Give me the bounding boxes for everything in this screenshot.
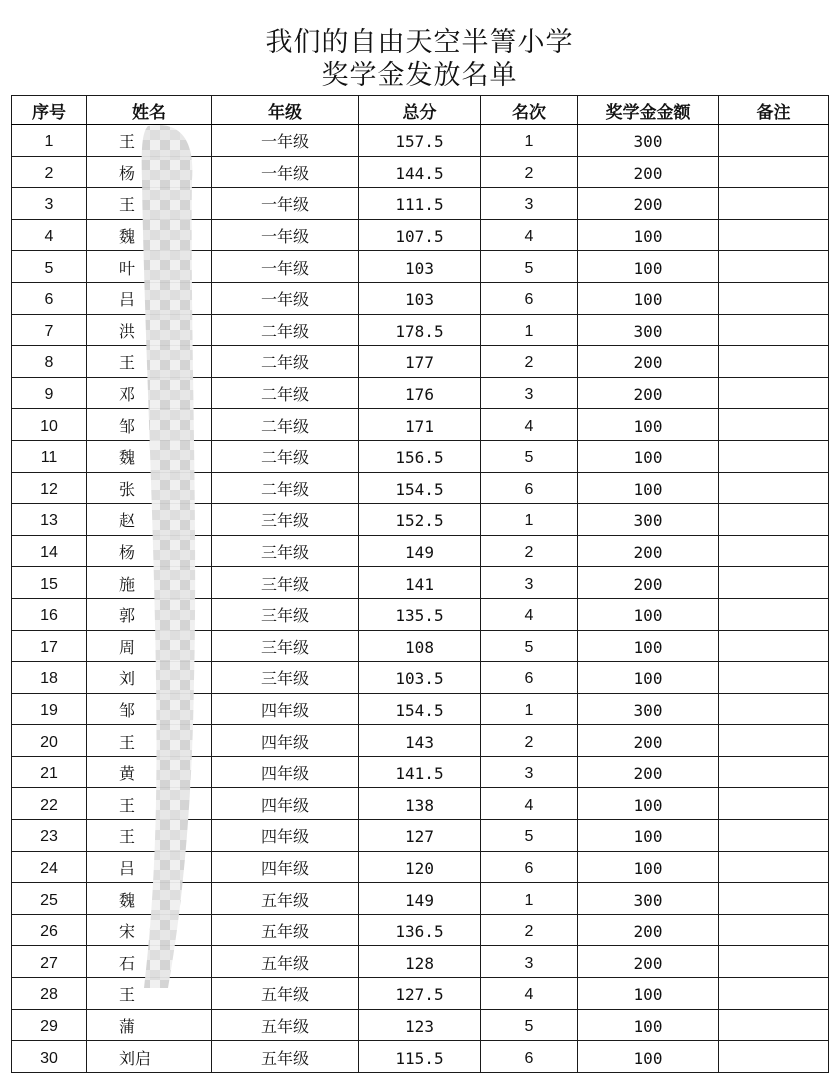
row-rank: 1 — [481, 504, 578, 536]
row-name: 王 — [87, 788, 212, 820]
table-row — [12, 504, 829, 536]
table-row — [12, 883, 829, 915]
row-amount: 100 — [578, 472, 719, 504]
row-score: 149 — [359, 883, 481, 915]
row-seq: 5 — [12, 251, 87, 283]
row-note — [719, 1009, 829, 1041]
row-grade: 一年级 — [212, 125, 359, 157]
row-name: 施 — [87, 567, 212, 599]
row-seq: 11 — [12, 440, 87, 472]
row-amount: 100 — [578, 219, 719, 251]
table-row — [12, 188, 829, 220]
row-score: 136.5 — [359, 914, 481, 946]
row-rank: 1 — [481, 314, 578, 346]
table-row — [12, 978, 829, 1010]
row-seq: 4 — [12, 219, 87, 251]
row-amount: 100 — [578, 251, 719, 283]
row-score: 157.5 — [359, 125, 481, 157]
row-score: 178.5 — [359, 314, 481, 346]
row-rank: 5 — [481, 251, 578, 283]
row-amount: 300 — [578, 883, 719, 915]
row-note — [719, 440, 829, 472]
table-row — [12, 630, 829, 662]
row-rank: 2 — [481, 535, 578, 567]
table-row — [12, 251, 829, 283]
row-name: 郭 — [87, 598, 212, 630]
row-note — [719, 1041, 829, 1073]
row-grade: 三年级 — [212, 567, 359, 599]
row-amount: 200 — [578, 188, 719, 220]
row-name: 王 — [87, 346, 212, 378]
row-rank: 6 — [481, 1041, 578, 1073]
row-name: 赵 — [87, 504, 212, 536]
row-name: 吕 — [87, 282, 212, 314]
row-name: 黄 — [87, 756, 212, 788]
row-grade: 一年级 — [212, 156, 359, 188]
row-note — [719, 946, 829, 978]
row-score: 154.5 — [359, 693, 481, 725]
row-amount: 200 — [578, 946, 719, 978]
row-rank: 4 — [481, 219, 578, 251]
row-amount: 100 — [578, 1009, 719, 1041]
row-grade: 五年级 — [212, 1009, 359, 1041]
row-grade: 二年级 — [212, 377, 359, 409]
row-amount: 200 — [578, 346, 719, 378]
table-row — [12, 219, 829, 251]
row-note — [719, 535, 829, 567]
row-amount: 200 — [578, 535, 719, 567]
row-rank: 1 — [481, 125, 578, 157]
row-note — [719, 504, 829, 536]
row-score: 127 — [359, 820, 481, 852]
row-seq: 15 — [12, 567, 87, 599]
row-seq: 27 — [12, 946, 87, 978]
row-score: 144.5 — [359, 156, 481, 188]
row-name: 王 — [87, 125, 212, 157]
header-amount: 奖学金金额 — [578, 96, 719, 125]
header-seq: 序号 — [12, 96, 87, 125]
row-note — [719, 472, 829, 504]
row-name: 魏 — [87, 219, 212, 251]
table-row — [12, 314, 829, 346]
row-seq: 22 — [12, 788, 87, 820]
row-rank: 3 — [481, 188, 578, 220]
row-grade: 二年级 — [212, 440, 359, 472]
row-rank: 5 — [481, 820, 578, 852]
row-note — [719, 346, 829, 378]
row-rank: 2 — [481, 156, 578, 188]
row-name: 刘启 — [87, 1041, 212, 1073]
table-row — [12, 156, 829, 188]
table-row — [12, 820, 829, 852]
row-score: 135.5 — [359, 598, 481, 630]
row-name: 魏 — [87, 440, 212, 472]
row-seq: 6 — [12, 282, 87, 314]
row-grade: 二年级 — [212, 409, 359, 441]
row-score: 123 — [359, 1009, 481, 1041]
row-name: 杨 — [87, 156, 212, 188]
row-seq: 12 — [12, 472, 87, 504]
row-grade: 四年级 — [212, 788, 359, 820]
row-seq: 29 — [12, 1009, 87, 1041]
row-note — [719, 251, 829, 283]
row-rank: 4 — [481, 409, 578, 441]
document-title: 我们的自由天空半箐小学 — [265, 27, 574, 58]
row-name: 邹 — [87, 409, 212, 441]
row-note — [719, 125, 829, 157]
row-note — [719, 978, 829, 1010]
row-note — [719, 219, 829, 251]
row-name: 洪 — [87, 314, 212, 346]
table-row — [12, 598, 829, 630]
table-row — [12, 662, 829, 694]
row-name: 张 — [87, 472, 212, 504]
row-grade: 一年级 — [212, 188, 359, 220]
row-grade: 四年级 — [212, 693, 359, 725]
row-score: 128 — [359, 946, 481, 978]
row-rank: 2 — [481, 914, 578, 946]
row-seq: 26 — [12, 914, 87, 946]
row-note — [719, 598, 829, 630]
row-amount: 100 — [578, 978, 719, 1010]
row-name: 邓 — [87, 377, 212, 409]
row-rank: 5 — [481, 1009, 578, 1041]
row-name: 刘 — [87, 662, 212, 694]
row-grade: 一年级 — [212, 251, 359, 283]
row-note — [719, 567, 829, 599]
row-score: 103 — [359, 282, 481, 314]
row-name: 王 — [87, 978, 212, 1010]
row-amount: 300 — [578, 693, 719, 725]
table-row — [12, 409, 829, 441]
row-rank: 6 — [481, 851, 578, 883]
row-grade: 五年级 — [212, 1041, 359, 1073]
row-note — [719, 725, 829, 757]
row-score: 107.5 — [359, 219, 481, 251]
row-amount: 200 — [578, 377, 719, 409]
row-name: 宋 — [87, 914, 212, 946]
table-row — [12, 1041, 829, 1073]
row-rank: 2 — [481, 346, 578, 378]
row-amount: 300 — [578, 314, 719, 346]
row-score: 120 — [359, 851, 481, 883]
row-seq: 23 — [12, 820, 87, 852]
row-grade: 四年级 — [212, 820, 359, 852]
row-grade: 二年级 — [212, 472, 359, 504]
row-name: 吕 — [87, 851, 212, 883]
row-seq: 9 — [12, 377, 87, 409]
row-amount: 300 — [578, 125, 719, 157]
row-grade: 三年级 — [212, 598, 359, 630]
row-rank: 4 — [481, 598, 578, 630]
table-row — [12, 946, 829, 978]
row-note — [719, 188, 829, 220]
row-seq: 30 — [12, 1041, 87, 1073]
table-row — [12, 472, 829, 504]
row-score: 149 — [359, 535, 481, 567]
row-seq: 13 — [12, 504, 87, 536]
scholarship-table — [11, 95, 829, 1073]
row-seq: 8 — [12, 346, 87, 378]
row-rank: 3 — [481, 377, 578, 409]
row-seq: 28 — [12, 978, 87, 1010]
row-grade: 三年级 — [212, 630, 359, 662]
row-score: 141 — [359, 567, 481, 599]
row-score: 141.5 — [359, 756, 481, 788]
table-header-row — [12, 96, 829, 125]
row-seq: 17 — [12, 630, 87, 662]
row-seq: 14 — [12, 535, 87, 567]
table-row — [12, 914, 829, 946]
row-name: 石 — [87, 946, 212, 978]
row-amount: 100 — [578, 851, 719, 883]
row-grade: 一年级 — [212, 219, 359, 251]
table-row — [12, 693, 829, 725]
row-grade: 五年级 — [212, 978, 359, 1010]
row-name: 魏 — [87, 883, 212, 915]
table-row — [12, 851, 829, 883]
row-name: 王 — [87, 188, 212, 220]
row-note — [719, 377, 829, 409]
row-score: 176 — [359, 377, 481, 409]
row-grade: 四年级 — [212, 756, 359, 788]
row-rank: 3 — [481, 756, 578, 788]
header-score: 总分 — [359, 96, 481, 125]
row-grade: 五年级 — [212, 914, 359, 946]
table-row — [12, 346, 829, 378]
row-amount: 300 — [578, 504, 719, 536]
row-amount: 100 — [578, 282, 719, 314]
row-amount: 100 — [578, 598, 719, 630]
header-name: 姓名 — [87, 96, 212, 125]
row-grade: 五年级 — [212, 946, 359, 978]
row-score: 108 — [359, 630, 481, 662]
table-row — [12, 567, 829, 599]
row-amount: 100 — [578, 662, 719, 694]
row-score: 154.5 — [359, 472, 481, 504]
row-seq: 16 — [12, 598, 87, 630]
row-rank: 1 — [481, 883, 578, 915]
row-name: 王 — [87, 820, 212, 852]
row-score: 103.5 — [359, 662, 481, 694]
row-amount: 100 — [578, 409, 719, 441]
row-note — [719, 883, 829, 915]
row-rank: 4 — [481, 978, 578, 1010]
row-note — [719, 662, 829, 694]
table-row — [12, 282, 829, 314]
row-score: 138 — [359, 788, 481, 820]
row-grade: 二年级 — [212, 314, 359, 346]
table-row — [12, 535, 829, 567]
row-amount: 100 — [578, 630, 719, 662]
row-rank: 6 — [481, 662, 578, 694]
row-grade: 四年级 — [212, 851, 359, 883]
row-rank: 6 — [481, 472, 578, 504]
row-rank: 4 — [481, 788, 578, 820]
row-score: 103 — [359, 251, 481, 283]
row-amount: 200 — [578, 156, 719, 188]
row-grade: 三年级 — [212, 504, 359, 536]
row-grade: 三年级 — [212, 535, 359, 567]
row-name: 王 — [87, 725, 212, 757]
row-seq: 24 — [12, 851, 87, 883]
table-row — [12, 125, 829, 157]
row-note — [719, 788, 829, 820]
row-amount: 200 — [578, 567, 719, 599]
table-row — [12, 377, 829, 409]
row-grade: 四年级 — [212, 725, 359, 757]
row-note — [719, 282, 829, 314]
row-score: 152.5 — [359, 504, 481, 536]
header-grade: 年级 — [212, 96, 359, 125]
row-name: 蒲 — [87, 1009, 212, 1041]
row-rank: 3 — [481, 567, 578, 599]
table-row — [12, 440, 829, 472]
row-score: 156.5 — [359, 440, 481, 472]
row-score: 177 — [359, 346, 481, 378]
row-seq: 19 — [12, 693, 87, 725]
row-seq: 2 — [12, 156, 87, 188]
row-amount: 200 — [578, 725, 719, 757]
row-amount: 200 — [578, 756, 719, 788]
document-subtitle: 奖学金发放名单 — [321, 60, 518, 91]
row-seq: 7 — [12, 314, 87, 346]
row-rank: 2 — [481, 725, 578, 757]
row-score: 111.5 — [359, 188, 481, 220]
row-grade: 五年级 — [212, 883, 359, 915]
row-amount: 100 — [578, 788, 719, 820]
row-grade: 一年级 — [212, 282, 359, 314]
row-note — [719, 630, 829, 662]
row-seq: 3 — [12, 188, 87, 220]
row-seq: 25 — [12, 883, 87, 915]
table-row — [12, 788, 829, 820]
row-name: 周 — [87, 630, 212, 662]
row-note — [719, 851, 829, 883]
row-score: 143 — [359, 725, 481, 757]
row-name: 邹 — [87, 693, 212, 725]
row-note — [719, 409, 829, 441]
row-score: 127.5 — [359, 978, 481, 1010]
row-amount: 100 — [578, 820, 719, 852]
row-grade: 二年级 — [212, 346, 359, 378]
row-seq: 20 — [12, 725, 87, 757]
table-row — [12, 725, 829, 757]
table-row — [12, 1009, 829, 1041]
row-note — [719, 820, 829, 852]
row-grade: 三年级 — [212, 662, 359, 694]
row-amount: 200 — [578, 914, 719, 946]
row-note — [719, 693, 829, 725]
row-score: 115.5 — [359, 1041, 481, 1073]
row-name: 叶 — [87, 251, 212, 283]
row-seq: 1 — [12, 125, 87, 157]
row-rank: 3 — [481, 946, 578, 978]
row-note — [719, 756, 829, 788]
row-note — [719, 156, 829, 188]
row-rank: 1 — [481, 693, 578, 725]
row-seq: 21 — [12, 756, 87, 788]
row-note — [719, 914, 829, 946]
header-note: 备注 — [719, 96, 829, 125]
row-score: 171 — [359, 409, 481, 441]
row-seq: 18 — [12, 662, 87, 694]
row-note — [719, 314, 829, 346]
row-amount: 100 — [578, 1041, 719, 1073]
row-rank: 5 — [481, 630, 578, 662]
row-rank: 6 — [481, 282, 578, 314]
row-amount: 100 — [578, 440, 719, 472]
row-rank: 5 — [481, 440, 578, 472]
table-row — [12, 756, 829, 788]
header-rank: 名次 — [481, 96, 578, 125]
row-seq: 10 — [12, 409, 87, 441]
row-name: 杨 — [87, 535, 212, 567]
